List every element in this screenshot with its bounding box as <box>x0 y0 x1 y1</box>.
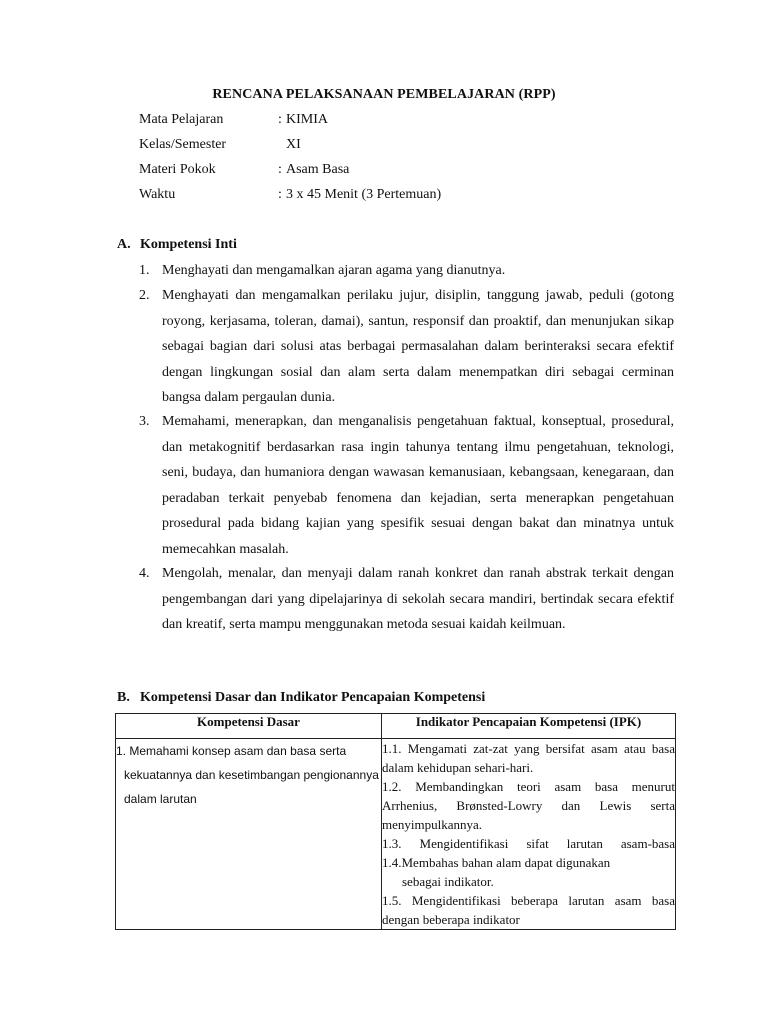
meta-label: Materi Pokok <box>139 162 216 177</box>
header-ipk: Indikator Pencapaian Kompetensi (IPK) <box>382 714 676 739</box>
table-header-row <box>116 714 676 739</box>
meta-value: XI <box>286 137 301 152</box>
kd-text: 1. Memahami konsep asam dan basa serta kekuatannya dan kesetimbangan pengionannya dalam larutan <box>116 744 379 806</box>
meta-row-topic <box>139 162 349 178</box>
meta-label: Waktu <box>139 187 176 202</box>
section-title: Kompetensi Dasar dan Indikator Pencapaian Kompetensi <box>140 690 486 705</box>
section-a-heading <box>117 237 237 253</box>
list-number: 2. <box>139 288 150 303</box>
list-number: 4. <box>139 566 150 581</box>
meta-separator: : <box>278 187 282 202</box>
ipk-item: sebagai indikator. <box>402 874 494 889</box>
competency-table <box>115 713 676 930</box>
header-kd: Kompetensi Dasar <box>116 714 382 739</box>
meta-row-class <box>139 137 301 153</box>
meta-row-time <box>139 187 441 203</box>
list-item: Mengolah, menalar, dan menyaji dalam ranah konkret dan ranah abstrak terkait dengan pengembangan dari yang dipelajarinya di sekolah secara mandiri, bertindak secara efektif dan kreatif, serta mampu menggunakan metoda sesuai kaidah keilmuan. <box>162 566 674 632</box>
kd-cell <box>116 739 382 930</box>
section-letter: A. <box>117 237 131 252</box>
meta-value: Asam Basa <box>286 162 350 177</box>
meta-label: Mata Pelajaran <box>139 112 224 127</box>
ipk-item: 1.1. Mengamati zat-zat yang bersifat asam atau basa dalam kehidupan sehari-hari. <box>382 741 675 775</box>
list-number: 1. <box>139 263 150 278</box>
list-number: 3. <box>139 414 150 429</box>
ipk-item: 1.3. Mengidentifikasi sifat larutan asam-basa 1.4.Membahas bahan alam dapat digunakan <box>382 836 675 870</box>
ipk-item: 1.2. Membandingkan teori asam basa menurut Arrhenius, Brønsted-Lowry dan Lewis serta menyimpulkannya. <box>382 779 675 832</box>
meta-value: 3 x 45 Menit (3 Pertemuan) <box>286 187 442 202</box>
section-letter: B. <box>117 690 130 705</box>
meta-label: Kelas/Semester <box>139 137 227 152</box>
table-row <box>116 739 676 930</box>
section-title: Kompetensi Inti <box>140 237 237 252</box>
list-item: Menghayati dan mengamalkan perilaku jujur, disiplin, tanggung jawab, peduli (gotong royong, kerjasama, toleran, damai), santun, responsif dan proaktif, dan menunjukan sikap sebagai bagian dari solusi atas berbagai permasalahan dalam berinteraksi secara efektif dengan lingkungan sosial dan alam serta dalam menempatkan diri sebagai cerminan bangsa dalam pergaulan dunia. <box>162 288 674 405</box>
ipk-cell <box>382 739 676 930</box>
meta-row-subject <box>139 112 328 128</box>
meta-separator: : <box>278 162 282 177</box>
document-title: RENCANA PELAKSANAAN PEMBELAJARAN (RPP) <box>212 87 556 102</box>
meta-separator: : <box>278 112 282 127</box>
section-b-heading <box>117 690 485 706</box>
list-item: Memahami, menerapkan, dan menganalisis pengetahuan faktual, konseptual, prosedural, dan metakognitif berdasarkan rasa ingin tahunya tentang ilmu pengetahuan, teknologi, seni, budaya, dan humaniora dengan wawasan kemanusiaan, kebangsaan, kenegaraan, dan peradaban terkait penyebab fenomena dan kejadian, serta menerapkan pengetahuan prosedural pada bidang kajian yang spesifik sesuai dengan bakat dan minatnya untuk memecahkan masalah. <box>162 414 674 557</box>
ipk-item: 1.5. Mengidentifikasi beberapa larutan asam basa dengan beberapa indikator <box>382 893 675 927</box>
list-item: Menghayati dan mengamalkan ajaran agama yang dianutnya. <box>162 263 506 278</box>
meta-value: KIMIA <box>286 112 328 127</box>
